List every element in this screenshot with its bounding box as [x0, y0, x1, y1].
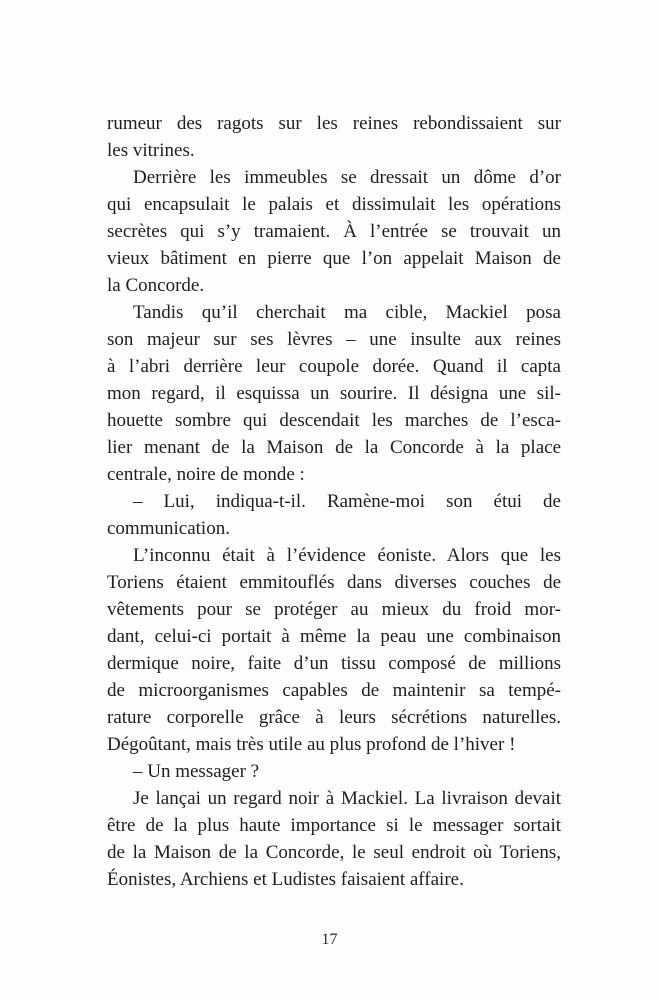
text-line: Dégoûtant, mais très utile au plus profond de l’hiver !: [107, 734, 516, 755]
text-line: la Concorde.: [107, 275, 205, 296]
paragraph: [107, 758, 561, 785]
paragraph: [107, 785, 561, 893]
text-line: dant, celui-ci portait à même la peau une combinaison: [107, 626, 561, 647]
text-line: secrètes qui s’y tramaient. À l’entrée se trouvait un: [107, 221, 561, 242]
text-line: L’inconnu était à l’évidence éoniste. Alors que les: [133, 545, 561, 566]
text-line: les vitrines.: [107, 140, 195, 161]
text-line: vêtements pour se protéger au mieux du froid mor-: [107, 599, 561, 620]
text-line: – Un messager ?: [133, 761, 260, 782]
text-line: de microorganismes capables de maintenir sa tempé-: [107, 680, 561, 701]
text-line: communication.: [107, 518, 230, 539]
text-line: dermique noire, faite d’un tissu composé de millions: [107, 653, 561, 674]
text-line: centrale, noire de monde :: [107, 464, 305, 485]
text-line: Je lançai un regard noir à Mackiel. La livraison devait: [133, 788, 561, 809]
text-line: Toriens étaient emmitouflés dans diverses couches de: [107, 572, 561, 593]
text-line: – Lui, indiqua-t-il. Ramène-moi son étui de: [133, 491, 561, 512]
text-line: rumeur des ragots sur les reines rebondissaient sur: [107, 113, 561, 134]
text-line: Derrière les immeubles se dressait un dôme d’or: [133, 167, 561, 188]
text-line: à l’abri derrière leur coupole dorée. Quand il capta: [107, 356, 561, 377]
paragraph: [107, 542, 561, 758]
paragraph: [107, 110, 561, 164]
text-line: lier menant de la Maison de la Concorde à la place: [107, 437, 561, 458]
text-line: vieux bâtiment en pierre que l’on appelait Maison de: [107, 248, 561, 269]
text-line: houette sombre qui descendait les marches de l’esca-: [107, 410, 561, 431]
text-line: mon regard, il esquissa un sourire. Il désigna une sil-: [107, 383, 561, 404]
paragraph: [107, 164, 561, 299]
text-line: de la Maison de la Concorde, le seul endroit où Toriens,: [107, 842, 561, 863]
text-line: Tandis qu’il cherchait ma cible, Mackiel posa: [133, 302, 561, 323]
text-block: [107, 110, 561, 893]
text-line: Éonistes, Archiens et Ludistes faisaient affaire.: [107, 869, 464, 890]
paragraph: [107, 488, 561, 542]
text-line: qui encapsulait le palais et dissimulait les opérations: [107, 194, 561, 215]
paragraph: [107, 299, 561, 488]
text-line: rature corporelle grâce à leurs sécrétions naturelles.: [107, 707, 561, 728]
text-line: son majeur sur ses lèvres – une insulte aux reines: [107, 329, 561, 350]
page-number: 17: [321, 931, 338, 948]
text-line: être de la plus haute importance si le messager sortait: [107, 815, 561, 836]
